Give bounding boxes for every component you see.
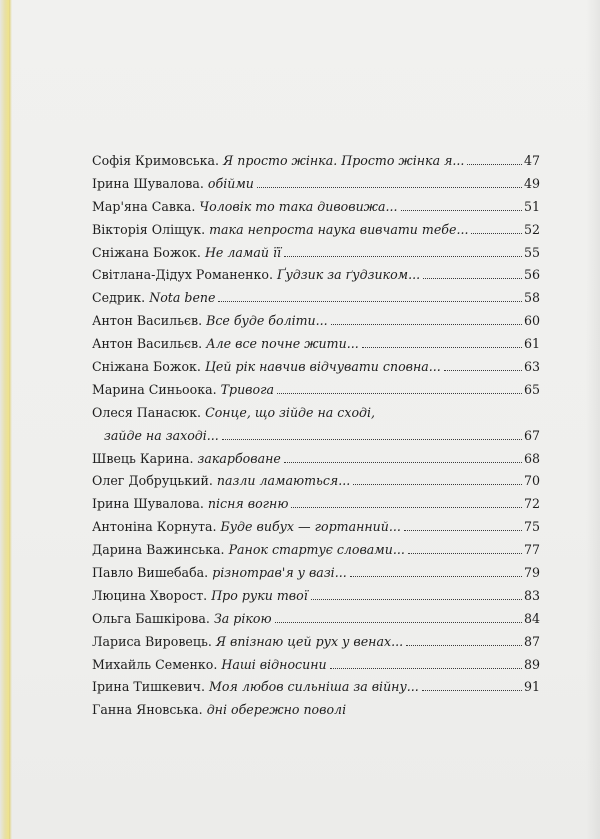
toc-entry [92, 176, 540, 199]
dot-leader [406, 645, 522, 646]
page-shadow [586, 0, 600, 839]
toc-entry [92, 336, 540, 359]
toc-page-number: 60 [523, 313, 540, 329]
toc-title: Тривога [220, 381, 274, 397]
toc-author: Ірина Тишкевич. [92, 679, 205, 695]
toc-page-number: 55 [523, 244, 540, 260]
toc-page-number: 68 [523, 450, 540, 466]
dot-leader [408, 553, 522, 554]
dot-leader [284, 256, 522, 257]
toc-page-number: 65 [523, 381, 540, 397]
dot-leader [218, 301, 522, 302]
toc-page-number: 61 [523, 336, 540, 352]
toc-title: дні обережно поволі [206, 702, 347, 718]
toc-entry [92, 267, 540, 290]
toc-title: Сонце, що зійде на сході, [205, 404, 376, 420]
toc-author: Лариса Вировець. [92, 633, 212, 649]
toc-entry [92, 313, 540, 336]
toc-author: Сніжана Божок. [92, 244, 201, 260]
toc-author: Сніжана Божок. [92, 359, 201, 375]
toc-page-number: 83 [523, 587, 540, 603]
toc-entry [92, 382, 540, 405]
toc-author: Ірина Шувалова. [92, 175, 204, 191]
toc-author: Павло Вишебаба. [92, 565, 209, 581]
dot-leader [277, 393, 522, 394]
toc-title: різнотрав'я у вазі... [212, 565, 347, 581]
dot-leader [222, 439, 522, 440]
toc-title: Моя любов сильніша за війну... [209, 679, 419, 695]
toc-author: Вікторія Оліщук. [92, 221, 206, 237]
toc-page-number: 63 [523, 359, 540, 375]
toc-title: пазли ламаються... [216, 473, 351, 489]
toc-title: така непроста наука вивчати тебе... [209, 221, 469, 237]
toc-title: Про руки твої [211, 587, 308, 603]
toc-page-number: 47 [523, 153, 540, 168]
toc-title: обійми [207, 175, 254, 191]
toc-author: Антоніна Корнута. [92, 519, 217, 535]
toc-author: Седрик. [92, 290, 146, 306]
spine-edge [9, 0, 12, 839]
toc-entry [92, 359, 540, 382]
toc-title: Ґудзик за ґудзиком... [277, 267, 421, 283]
table-of-contents [92, 153, 540, 725]
toc-page-number: 51 [523, 198, 540, 214]
toc-page-number: 75 [523, 519, 540, 535]
dot-leader [350, 576, 522, 577]
toc-page-number: 52 [523, 221, 540, 237]
toc-entry [92, 634, 540, 657]
toc-entry [92, 290, 540, 313]
toc-page-number: 91 [523, 679, 540, 695]
dot-leader [362, 347, 522, 348]
toc-entry [92, 473, 540, 496]
toc-author: Ірина Шувалова. [92, 496, 204, 512]
toc-entry [92, 702, 540, 725]
toc-page-number: 72 [523, 496, 540, 512]
toc-author: Мар'яна Савка. [92, 198, 196, 214]
toc-title: Я впізнаю цей рух у венах... [215, 633, 404, 649]
dot-leader [467, 164, 522, 165]
dot-leader [353, 484, 522, 485]
dot-leader [401, 210, 522, 211]
toc-page-number: 87 [523, 633, 540, 649]
toc-entry [92, 519, 540, 542]
toc-author: Антон Васильєв. [92, 336, 203, 352]
toc-author: Дарина Важинська. [92, 542, 225, 558]
toc-title: Я просто жінка. Просто жінка я... [223, 153, 465, 168]
dot-leader [311, 599, 522, 600]
toc-author: Олег Добруцький. [92, 473, 213, 489]
toc-author: Швець Карина. [92, 450, 194, 466]
toc-entry [92, 611, 540, 634]
toc-author: Марина Синьоока. [92, 381, 217, 397]
toc-entry [92, 199, 540, 222]
toc-entry [92, 657, 540, 680]
toc-page-number: 77 [523, 542, 540, 558]
dot-leader [330, 668, 522, 669]
toc-entry [92, 542, 540, 565]
toc-title: Nota bene [149, 290, 216, 306]
dot-leader [275, 622, 522, 623]
toc-title: За рікою [213, 610, 272, 626]
dot-leader [422, 690, 522, 691]
toc-title: Все буде боліти... [206, 313, 328, 329]
toc-entry [92, 222, 540, 245]
toc-page-number: 49 [523, 175, 540, 191]
toc-author: Михайль Семенко. [92, 656, 218, 672]
dot-leader [331, 324, 522, 325]
dot-leader [257, 187, 522, 188]
toc-author: Антон Васильєв. [92, 313, 203, 329]
dot-leader [291, 507, 522, 508]
toc-title: пісня вогню [207, 496, 289, 512]
toc-title: Чоловік то така дивовижа... [199, 198, 398, 214]
toc-author: Світлана-Дідух Романенко. [92, 267, 273, 283]
toc-entry [92, 153, 540, 176]
toc-page-number: 56 [523, 267, 540, 283]
toc-author: Ганна Яновська. [92, 702, 203, 718]
toc-title: Буде вибух — гортанний... [220, 519, 401, 535]
toc-entry [92, 245, 540, 268]
dot-leader [404, 530, 522, 531]
toc-title: Цей рік навчив відчувати сповна... [204, 359, 441, 375]
toc-title: Наші відносини [221, 656, 327, 672]
toc-entry [92, 428, 540, 451]
toc-entry [92, 588, 540, 611]
book-spine [0, 0, 9, 839]
toc-title: закарбоване [197, 450, 281, 466]
toc-title: Не ламай її [204, 244, 282, 260]
dot-leader [444, 370, 522, 371]
toc-page-number: 89 [523, 656, 540, 672]
toc-author: Люцина Хворост. [92, 587, 208, 603]
toc-title: Ранок стартує словами... [228, 542, 405, 558]
toc-page-number: 67 [523, 427, 540, 443]
toc-author: Софія Кримовська. [92, 153, 220, 168]
toc-page-number: 79 [523, 565, 540, 581]
toc-entry [92, 679, 540, 702]
toc-page-number: 70 [523, 473, 540, 489]
toc-page-number: 58 [523, 290, 540, 306]
dot-leader [423, 278, 522, 279]
toc-page-number: 84 [523, 610, 540, 626]
toc-title: зайде на заході... [104, 427, 219, 443]
toc-author: Олеся Панасюк. [92, 404, 202, 420]
toc-entry [92, 565, 540, 588]
dot-leader [471, 233, 522, 234]
toc-entry [92, 451, 540, 474]
toc-title: Але все почне жити... [206, 336, 359, 352]
toc-author: Ольга Башкірова. [92, 610, 210, 626]
dot-leader [284, 462, 522, 463]
toc-entry [92, 496, 540, 519]
toc-entry [92, 405, 540, 428]
